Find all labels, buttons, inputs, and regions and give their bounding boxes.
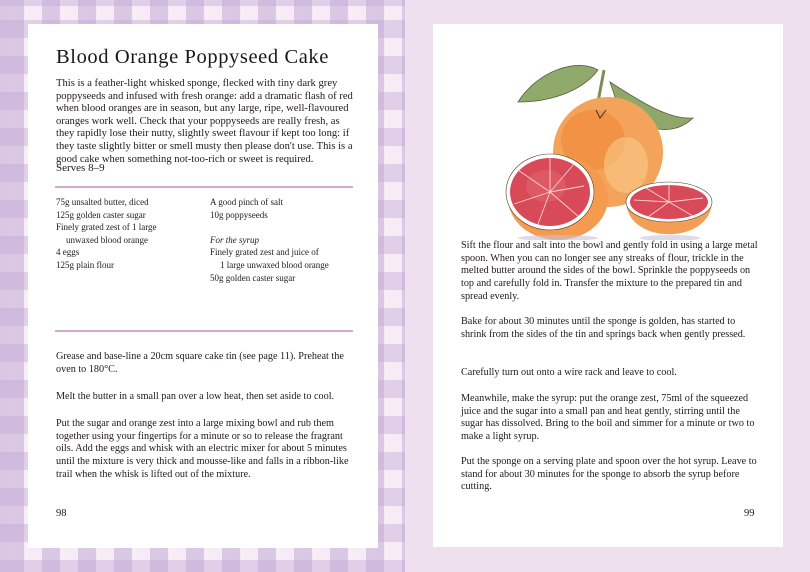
method-step-8: Put the sponge on a serving plate and spoon over the hot syrup. Leave to stand for about 30 minutes for the sponge to absorb the syrup before cutting. — [461, 456, 757, 493]
ingredient-item: 50g golden caster sugar — [210, 272, 296, 283]
right-page-background — [405, 0, 810, 572]
ingredient-item: Finely grated zest of 1 large — [56, 222, 157, 233]
ingredient-item: 125g plain flour — [56, 259, 114, 270]
right-page-card — [433, 24, 783, 547]
ingredients-column-2 — [210, 196, 360, 284]
method-step-6: Carefully turn out onto a wire rack and leave to cool. — [461, 367, 677, 378]
ingredient-item: A good pinch of salt — [210, 197, 283, 207]
page-number-left: 98 — [56, 508, 67, 519]
ingredient-item: 4 eggs — [56, 247, 80, 258]
ingredient-spacer — [210, 221, 360, 234]
method-step-4: Sift the flour and salt into the bowl and gently fold in using a large metal spoon. When you can no longer see any streaks of flour, trickle in the melted butter around the sides of the bowl. Sprinkle the poppyseeds on top and carefully fold in. Transfer the mixture to the prepared tin and spread evenly. — [461, 240, 758, 302]
serves-label: Serves 8–9 — [56, 162, 105, 174]
left-page-card — [28, 24, 378, 548]
ingredient-item: 75g unsalted butter, diced — [56, 197, 149, 207]
syrup-subheading: For the syrup — [210, 234, 259, 245]
method-step-7: Meanwhile, make the syrup: put the orange zest, 75ml of the squeezed juice and the sugar into a small pan and heat gently, stirring until the sugar has dissolved. Bring to the boil and simmer for a minute or two to make a light syrup. — [461, 393, 755, 443]
ingredient-item: 125g golden caster sugar — [56, 209, 146, 220]
recipe-title: Blood Orange Poppyseed Cake — [56, 46, 329, 68]
blood-oranges-illustration — [498, 40, 728, 240]
ingredient-item: Finely grated zest and juice of — [210, 247, 319, 258]
recipe-intro: This is a feather-light whisked sponge, flecked with tiny dark grey poppyseeds and infused with fresh orange: add a dramatic flash of red when blood oranges are in season, but any large, ripe, well-flavoured oranges work well. Check that your poppyseeds are really fresh, as they rapidly lose their nutty, slightly sweet flavour if kept too long: if they taste slightly bitter or smell musty then please don't use. This is a good cake when something not-too-rich or sweet is required. — [56, 78, 353, 165]
ingredients-top-rule — [55, 186, 353, 188]
page-number-right: 99 — [744, 508, 755, 519]
ingredient-item-continued: 1 large unwaxed blood orange — [220, 259, 329, 270]
method-step-5: Bake for about 30 minutes until the sponge is golden, has started to shrink from the sides of the tin and springs back when gently pressed. — [461, 316, 746, 340]
ingredient-item: 10g poppyseeds — [210, 209, 268, 220]
ingredient-item-continued: unwaxed blood orange — [66, 234, 148, 245]
method-step-3: Put the sugar and orange zest into a large mixing bowl and rub them together using your fingertips for a minute or so to release the fragrant oils. Add the eggs and whisk with an electric mixer for about 5 minutes until the mixture is very thick and mousse-like and falls in a ribbon-like trail when the whisk is lifted out of the mixture. — [56, 418, 349, 480]
method-step-2: Melt the butter in a small pan over a low heat, then set aside to cool. — [56, 391, 335, 402]
method-step-1: Grease and base-line a 20cm square cake tin (see page 11). Preheat the oven to 180°C. — [56, 351, 344, 375]
ingredients-bottom-rule — [55, 330, 353, 332]
ingredients-column-1 — [56, 196, 206, 272]
